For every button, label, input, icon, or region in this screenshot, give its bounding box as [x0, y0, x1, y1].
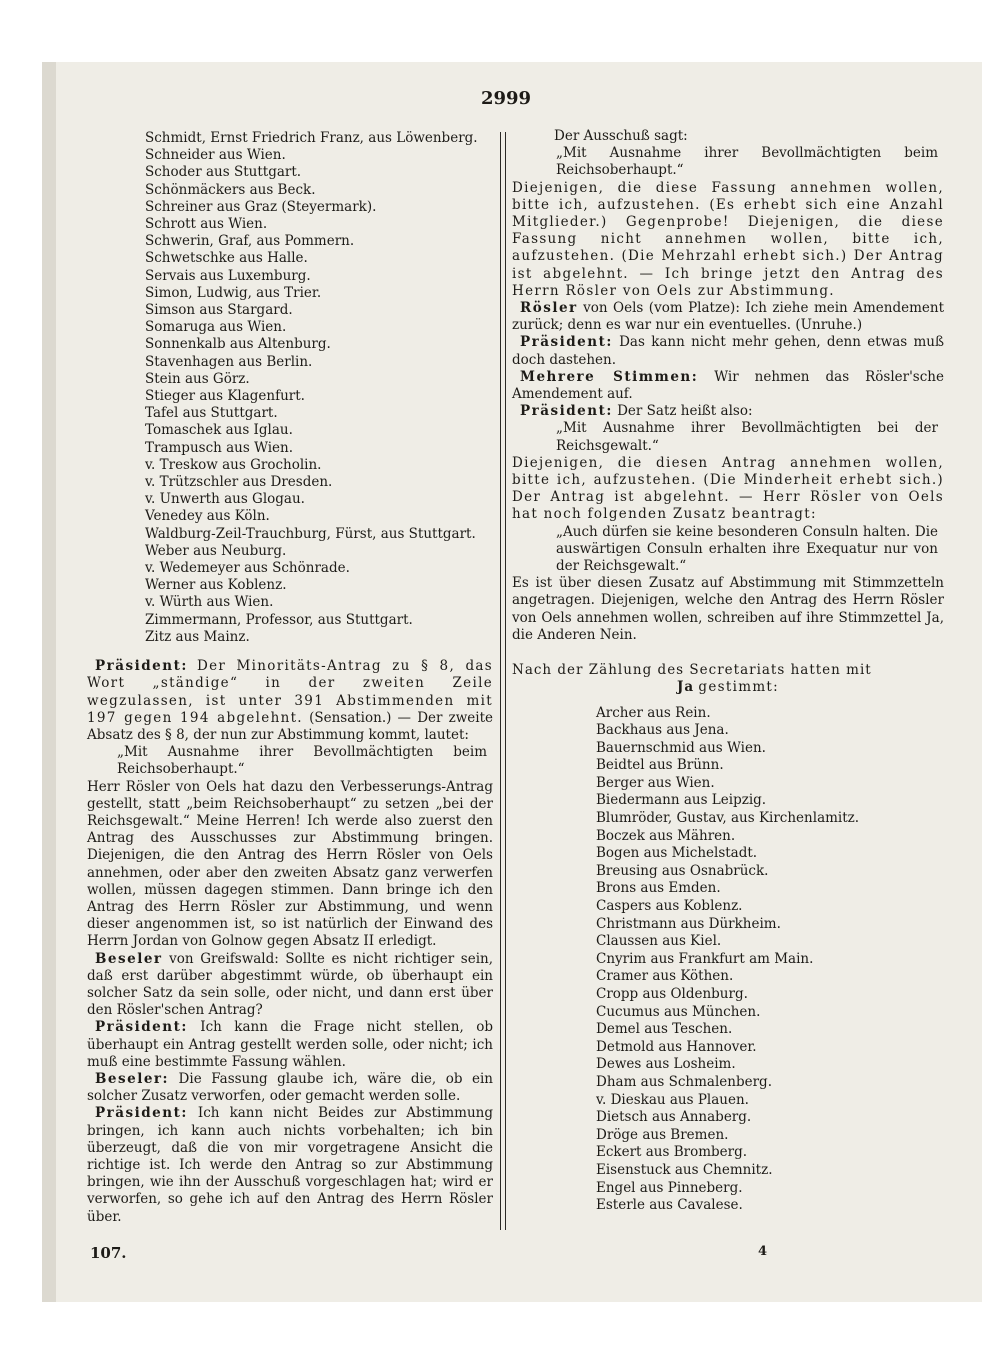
list-item: Caspers aus Koblenz. [596, 898, 743, 915]
speaker-label: Präsident: [520, 403, 613, 420]
list-item: Schwetschke aus Halle. [145, 250, 308, 267]
signature-mark: 107. [90, 1244, 127, 1262]
list-item: Bauernschmid aus Wien. [596, 739, 766, 756]
list-item: v. Würth aus Wien. [145, 594, 274, 611]
page-edge-shadow [42, 62, 56, 1302]
list-item: Detmold aus Hannover. [596, 1038, 757, 1055]
tally-heading-tail: gestimmt: [698, 679, 779, 696]
quotation: „Mit Ausnahme ihrer Bevollmächtigten beim Reichsoberhaupt.“ [556, 145, 938, 179]
paragraph-explanation: Herr Rösler von Oels hat dazu den Verbesserungs-Antrag gestellt, statt „beim Reichsoberhaupt“ zu setzen „bei der Reichsgewalt.“ Meine Herren! Ich werde also zuerst den Antrag des Ausschusses zur Abstimmung bringen. Diejenigen, die den Antrag des Herrn Rösler von Oels annehmen, oder aber den zweiten Absatz ganz verwerfen wollen, müssen dagegen stimmen. Dann bringe ich den Antrag des Herrn Rösler zur Abstimmung, und wenn dieser angenommen ist, so ist natürlich der Einwand des Herrn Jordan von Golnow gegen Absatz II erledigt. [87, 778, 493, 950]
list-item: Zimmermann, Professor, aus Stuttgart. [145, 611, 413, 628]
speaker-label: Präsident: [520, 334, 613, 351]
paragraph-text: von Greifswald: Sollte es nicht richtiger sein, daß erst darüber abgestimmt würde, ob überhaupt ein solcher Satz da sein solle, oder nicht, und dann erst über den Rösler'schen Antrag? [87, 950, 493, 1019]
speaker-label: Präsident: [95, 1105, 188, 1122]
list-item: Simon, Ludwig, aus Trier. [145, 284, 322, 301]
paragraph-text: (Sensation.) — Der zweite Absatz des § 8, der nun zur Abstimmung kommt, lautet: [87, 709, 494, 743]
list-item: v. Treskow aus Grocholin. [145, 456, 322, 473]
list-item: Cramer aus Köthen. [596, 968, 734, 985]
list-item: Esterle aus Cavalese. [596, 1197, 743, 1214]
list-item: Stein aus Görz. [145, 370, 250, 387]
list-item: Trampusch aus Wien. [145, 439, 294, 456]
list-item: v. Dieskau aus Plauen. [596, 1091, 749, 1108]
list-item: Dietsch aus Annaberg. [596, 1109, 752, 1126]
paragraph-roesler [512, 300, 944, 334]
paragraph-text: Das kann nicht mehr gehen, denn etwas muß doch dastehen. [512, 334, 944, 368]
paragraph-praesident-3 [87, 1105, 493, 1225]
paragraph-text: Ich kann die Frage nicht stellen, ob überhaupt ein Antrag gestellt werden solle, oder nicht; ich muß eine bestimmte Fassung wählen. [87, 1019, 493, 1070]
list-item: Dham aus Schmalenberg. [596, 1073, 772, 1090]
speaker-label: Präsident: [95, 1019, 188, 1036]
list-item: Berger aus Wien. [596, 774, 715, 791]
list-item: Eisenstuck aus Chemnitz. [596, 1161, 773, 1178]
paragraph-text: von Oels (vom Platze): Ich ziehe mein Amendement zurück; denn es war nur ein eventuelles. (Unruhe.) [512, 300, 944, 334]
list-item: Christmann aus Dürkheim. [596, 915, 781, 932]
list-item: Boczek aus Mähren. [596, 827, 736, 844]
list-item: Dewes aus Losheim. [596, 1056, 736, 1073]
spacer [87, 646, 493, 658]
list-item: Somaruga aus Wien. [145, 319, 287, 336]
right-column [512, 128, 944, 1215]
list-item: Bogen aus Michelstadt. [596, 845, 758, 862]
speaker-label: Beseler [95, 950, 163, 967]
left-column [87, 130, 493, 1226]
spacer [512, 644, 944, 662]
paragraph-praesident-5 [512, 403, 944, 420]
tally-heading [512, 662, 944, 679]
paragraph-beseler-1 [87, 951, 493, 1020]
right-name-list [512, 705, 944, 1215]
paragraph-vote-1: Diejenigen, die diese Fassung annehmen wollen, bitte ich, aufzustehen. (Es erhebt sich eine Anzahl Mitglieder.) Gegenprobe! Diejenigen, die diese Fassung nicht annehmen wollen, bitte ich, aufzustehen. (Die Mehrzahl erhebt sich.) Der Antrag ist abgelehnt. — Ich bringe jetzt den Antrag des Herrn Rösler von Oels zur Abstimmung. [512, 179, 944, 299]
paragraph-text: Wir nehmen das Rösler'sche Amendement auf. [512, 368, 944, 403]
speaker-label: Mehrere Stimmen: [520, 368, 699, 385]
list-item: Venedey aus Köln. [145, 508, 270, 525]
paragraph-praesident-1 [87, 658, 493, 744]
list-item: Schrott aus Wien. [145, 216, 268, 233]
list-item: Schreiner aus Graz (Steyermark). [145, 198, 377, 215]
speaker-label: Präsident: [95, 658, 188, 675]
page-number: 2999 [480, 88, 532, 109]
list-item: Beidtel aus Brünn. [596, 757, 724, 774]
speaker-label: Beseler: [95, 1070, 170, 1087]
speaker-label: Rösler [520, 300, 578, 317]
list-item: Waldburg-Zeil-Trauchburg, Fürst, aus Stuttgart. [145, 525, 476, 542]
list-item: Schwerin, Graf, aus Pommern. [145, 233, 355, 250]
list-item: Brons aus Emden. [596, 880, 721, 897]
list-item: Engel aus Pinneberg. [596, 1179, 743, 1196]
list-item: Tafel aus Stuttgart. [145, 405, 278, 422]
spacer [512, 697, 944, 705]
list-item: Schönmäckers aus Beck. [145, 181, 316, 198]
list-item: Zitz aus Mainz. [145, 628, 250, 645]
list-item: Stieger aus Klagenfurt. [145, 388, 305, 405]
list-item: Eckert aus Bromberg. [596, 1144, 748, 1161]
tally-heading-line-2 [512, 679, 944, 696]
list-item: Breusing aus Osnabrück. [596, 862, 769, 879]
list-item: Tomaschek aus Iglau. [145, 422, 293, 439]
list-item: Weber aus Neuburg. [145, 542, 287, 559]
list-item: Demel aus Teschen. [596, 1021, 733, 1038]
left-name-list [87, 130, 493, 646]
paragraph-stimmen [512, 369, 944, 403]
quotation: „Mit Ausnahme ihrer Bevollmächtigten beim Reichsoberhaupt.“ [117, 744, 487, 778]
tally-heading-ja: Ja [676, 679, 695, 696]
paragraph-text: Der Minoritäts-Antrag zu § 8, das Wort „ständige“ in der zweiten Zeile wegzulassen, ist unter 391 Abstimmenden mit 197 gegen 194 abgelehnt. [87, 658, 493, 726]
list-item: Cropp aus Oldenburg. [596, 986, 748, 1002]
list-item: Backhaus aus Jena. [596, 722, 729, 739]
paragraph-text: Die Fassung glaube ich, wäre die, ob ein solcher Zusatz verworfen, oder gemacht werden solle. [87, 1070, 493, 1105]
list-item: Schmidt, Ernst Friedrich Franz, aus Löwenberg. [145, 130, 478, 146]
paragraph-text: Der Satz heißt also: [617, 403, 753, 420]
paragraph-praesident-2 [87, 1019, 493, 1071]
list-item: Schneider aus Wien. [145, 147, 286, 164]
paragraph-ausschuss: Der Ausschuß sagt: [554, 128, 688, 144]
tally-heading-text: Nach der Zählung des Secretariats hatten mit [512, 662, 872, 679]
list-item: Simson aus Stargard. [145, 302, 293, 319]
list-item: Biedermann aus Leipzig. [596, 792, 767, 809]
list-item: v. Trützschler aus Dresden. [145, 474, 333, 491]
paragraph-text: Ich kann nicht Beides zur Abstimmung bringen, ich kann auch nichts vorbehalten; ich bin überzeugt, daß die von mir vorgetragene Ansicht die richtige ist. Ich werde den Antrag so zur Abstimmung bringen, wie ihn der Ausschuß vorgeschlagen hat; wird er verworfen, so gehe ich auf den Antrag des Herrn Rösler über. [87, 1105, 493, 1225]
paragraph-beseler-2 [87, 1071, 493, 1105]
list-item: Schoder aus Stuttgart. [145, 164, 302, 181]
list-item: Werner aus Koblenz. [145, 577, 287, 594]
paragraph-vote-3: Es ist über diesen Zusatz auf Abstimmung mit Stimmzetteln angetragen. Diejenigen, welche den Antrag des Herrn Rösler von Oels annehmen wollen, schreiben auf ihre Stimmzettel Ja, die Anderen Nein. [512, 575, 944, 643]
list-item: Blumröder, Gustav, aus Kirchenlamitz. [596, 810, 860, 827]
list-item: v. Wedemeyer aus Schönrade. [145, 560, 350, 577]
list-item: Claussen aus Kiel. [596, 933, 722, 950]
quotation: „Mit Ausnahme ihrer Bevollmächtigten bei der Reichsgewalt.“ [556, 420, 938, 454]
list-item: v. Unwerth aus Glogau. [145, 491, 305, 508]
list-item: Cucumus aus München. [596, 1003, 761, 1020]
signature-mark: 4 [758, 1244, 768, 1259]
list-item: Stavenhagen aus Berlin. [145, 353, 313, 370]
list-item: Sonnenkalb aus Altenburg. [145, 336, 331, 353]
list-item: Dröge aus Bremen. [596, 1126, 729, 1143]
paragraph-vote-2: Diejenigen, die diesen Antrag annehmen wollen, bitte ich, aufzustehen. (Die Minderheit erhebt sich.) Der Antrag ist abgelehnt. — Herr Rösler von Oels hat noch folgenden Zusatz beantragt: [512, 454, 944, 523]
list-item: Servais aus Luxemburg. [145, 267, 311, 284]
quotation: „Auch dürfen sie keine besonderen Consuln halten. Die auswärtigen Consuln erhalten ihre Exequatur nur von der Reichsgewalt.“ [556, 523, 938, 575]
list-item: Archer aus Rein. [596, 704, 711, 721]
list-item: Cnyrim aus Frankfurt am Main. [596, 950, 814, 967]
column-divider [500, 132, 506, 1230]
paragraph-praesident-4 [512, 334, 944, 368]
